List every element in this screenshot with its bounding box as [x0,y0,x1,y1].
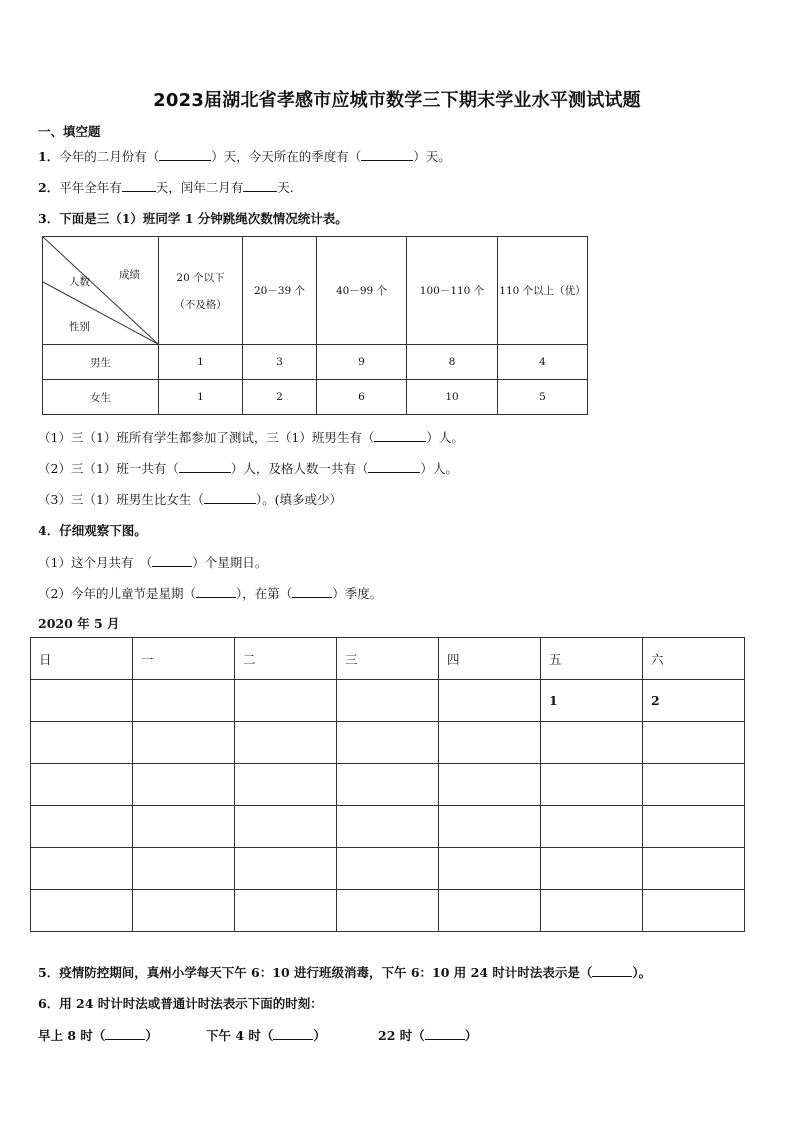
table-cell: 10 [407,380,498,415]
question-text: ）人，及格人数一共有（ [230,461,369,476]
jump-rope-table [42,236,588,415]
question-text: ）天，今天所在的季度有（ [211,149,362,164]
row-label: 男生 [43,345,159,380]
table-cell: 5 [498,380,588,415]
question-text: （2）三（1）班一共有（ [38,461,179,476]
question-text: 疫情防控期间，真州小学每天下午 6：10 进行班级消毒，下午 6：10 用 24 时计时法表示是（ [59,965,593,980]
calendar-cell [235,680,337,722]
question-number: 6． [38,996,60,1011]
question-3 [38,209,348,227]
question-text: 天. [277,180,294,195]
calendar-cell [235,722,337,764]
column-header-text: 20 个以下 [176,271,225,284]
question-text: ）个星期日。 [192,555,268,570]
answer-blank[interactable] [374,429,426,442]
answer-blank[interactable] [196,585,236,598]
weekday-header: 一 [133,638,235,680]
question-text: 早上 8 时（ [38,1028,106,1043]
calendar-cell [31,764,133,806]
question-6-item-1 [38,1026,158,1044]
question-4-2 [38,584,382,602]
column-header: 40－99 个 [317,237,407,345]
calendar-cell [235,848,337,890]
calendar-cell [337,680,439,722]
calendar-cell [439,806,541,848]
question-5 [38,963,651,981]
question-text: 天，闰年二月有 [155,180,244,195]
header-score: 成绩 [119,269,140,281]
calendar-table [30,637,745,932]
calendar-cell [133,764,235,806]
answer-blank[interactable] [292,585,332,598]
answer-blank[interactable] [122,179,156,192]
table-cell: 6 [317,380,407,415]
calendar-cell [643,890,745,932]
calendar-cell [337,764,439,806]
calendar-cell [439,722,541,764]
calendar-cell [31,680,133,722]
calendar-cell [439,890,541,932]
question-text: 今年的二月份有（ [59,149,160,164]
calendar-cell [643,806,745,848]
question-number: 2． [38,180,60,195]
question-number: 1． [38,149,60,164]
calendar-cell [133,890,235,932]
answer-blank[interactable] [273,1027,313,1040]
question-text: ） [464,1028,478,1043]
calendar-cell [31,890,133,932]
column-header-sub: （不及格） [174,298,227,311]
question-text: ）天。 [413,149,451,164]
table-cell: 8 [407,345,498,380]
calendar-cell [541,722,643,764]
calendar-cell [439,764,541,806]
answer-blank[interactable] [105,1027,145,1040]
weekday-header: 四 [439,638,541,680]
calendar-cell [235,806,337,848]
table-cell: 1 [159,345,243,380]
question-text: 平年全年有 [59,180,122,195]
question-text: （1）这个月共有 （ [38,555,153,570]
question-3-1 [38,428,464,446]
answer-blank[interactable] [425,1027,465,1040]
calendar-cell [133,722,235,764]
diagonal-lines [43,237,158,344]
weekday-header: 五 [541,638,643,680]
calendar-cell [541,890,643,932]
question-6-item-2 [206,1026,326,1044]
answer-blank[interactable] [179,460,231,473]
calendar-cell [31,806,133,848]
answer-blank[interactable] [159,148,211,161]
calendar-cell [31,848,133,890]
question-text: ） [145,1028,158,1043]
question-number: 3． [38,211,60,226]
question-text: 用 24 时计时法或普通计时法表示下面的时刻： [59,996,323,1011]
question-text: （3）三（1）班男生比女生（ [38,492,204,507]
question-3-3 [38,490,342,508]
question-text: 下午 4 时（ [206,1028,274,1043]
question-text: ）。 [632,965,652,980]
header-gender: 性别 [69,321,90,333]
calendar-cell [337,806,439,848]
row-label: 女生 [43,380,159,415]
question-6-item-3 [378,1026,477,1044]
question-2 [38,178,294,196]
question-text: 22 时（ [378,1028,425,1043]
calendar-cell [439,680,541,722]
question-number: 4． [38,523,60,538]
calendar-cell [133,848,235,890]
calendar-cell [337,890,439,932]
question-text: ） [313,1028,326,1043]
question-4-1 [38,553,267,571]
answer-blank[interactable] [243,179,277,192]
table-cell: 3 [243,345,317,380]
column-header: 20－39 个 [243,237,317,345]
calendar-cell: 1 [541,680,643,722]
answer-blank[interactable] [152,554,192,567]
calendar-cell [235,764,337,806]
question-text: 下面是三（1）班同学 1 分钟跳绳次数情况统计表。 [59,211,348,226]
calendar-cell [541,848,643,890]
calendar-caption: 2020 年 5 月 [38,616,120,631]
answer-blank[interactable] [204,491,256,504]
calendar-cell [643,848,745,890]
calendar-cell [541,764,643,806]
calendar-cell [439,848,541,890]
diagonal-header-cell [43,237,159,345]
question-1 [38,147,451,165]
calendar-cell [643,764,745,806]
question-6 [38,994,323,1012]
question-text: ）。(填多或少） [255,492,343,507]
calendar-cell [133,680,235,722]
question-number: 5． [38,965,60,980]
calendar-cell [643,722,745,764]
calendar-cell [235,890,337,932]
weekday-header: 日 [31,638,133,680]
weekday-header: 三 [337,638,439,680]
column-header [159,237,243,345]
question-text: ）人。 [426,430,464,445]
answer-blank[interactable] [368,460,420,473]
table-cell: 2 [243,380,317,415]
question-text: ），在第（ [235,586,293,601]
answer-blank[interactable] [592,964,632,977]
column-header: 100－110 个 [407,237,498,345]
calendar-cell [337,848,439,890]
question-text: 仔细观察下图。 [59,523,147,538]
question-text: （1）三（1）班所有学生都参加了测试，三（1）班男生有（ [38,430,375,445]
question-text: ）季度。 [332,586,383,601]
answer-blank[interactable] [361,148,413,161]
section-heading: 一、填空题 [38,124,101,139]
weekday-header: 六 [643,638,745,680]
calendar-cell [31,722,133,764]
question-3-2 [38,459,458,477]
calendar-cell [133,806,235,848]
table-cell: 4 [498,345,588,380]
calendar-cell [541,806,643,848]
page-title: 2023届湖北省孝感市应城市数学三下期末学业水平测试试题 [153,90,641,111]
weekday-header: 二 [235,638,337,680]
table-cell: 1 [159,380,243,415]
question-text: （2）今年的儿童节是星期（ [38,586,196,601]
question-4 [38,521,147,539]
header-people: 人数 [69,276,90,288]
question-text: ）人。 [420,461,458,476]
calendar-cell [337,722,439,764]
column-header: 110 个以上（优） [498,237,588,345]
table-cell: 9 [317,345,407,380]
calendar-cell: 2 [643,680,745,722]
